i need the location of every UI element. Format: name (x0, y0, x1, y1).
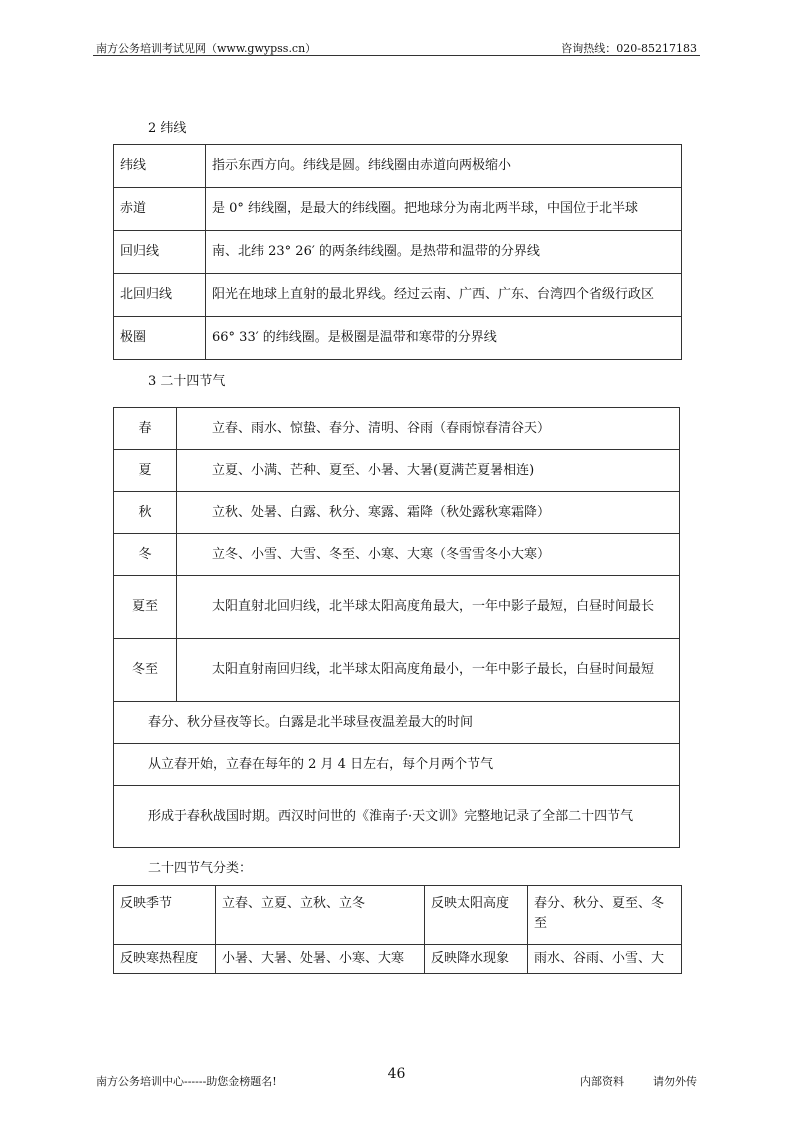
header-divider (93, 55, 700, 56)
terms-cell: 小暑、大暑、处暑、小寒、大寒 (216, 945, 425, 974)
table-row (114, 886, 682, 945)
latitude-table (113, 144, 682, 360)
terms-cell: 春分、秋分、夏至、冬至 (528, 886, 682, 945)
table-row (114, 450, 680, 492)
table-row (114, 408, 680, 450)
section-heading-classification: 二十四节气分类： (148, 861, 253, 876)
table-row (114, 492, 680, 534)
definition-cell: 南、北纬 23° 26′ 的两条纬线圈。是热带和温带的分界线 (206, 231, 682, 274)
table-row (114, 317, 682, 360)
page-footer (96, 1073, 697, 1089)
season-cell: 夏 (114, 450, 177, 492)
footer-notice (580, 1073, 697, 1089)
classification-table (113, 885, 682, 974)
table-row (114, 744, 680, 786)
terms-cell: 立秋、处暑、白露、秋分、寒露、霜降（秋处露秋寒霜降） (177, 492, 680, 534)
definition-cell: 指示东西方向。纬线是圆。纬线圈由赤道向两极缩小 (206, 145, 682, 188)
table-row (114, 274, 682, 317)
note-cell: 从立春开始，立春在每年的 2 月 4 日左右，每个月两个节气 (114, 744, 680, 786)
section-heading-solar-terms: 3 二十四节气 (148, 374, 226, 389)
category-cell: 反映季节 (114, 886, 216, 945)
table-row (114, 231, 682, 274)
header-hotline: 咨询热线：020-85217183 (561, 42, 697, 55)
definition-cell: 阳光在地球上直射的最北界线。经过云南、广西、广东、台湾四个省级行政区 (206, 274, 682, 317)
footer-internal: 内部资料 (580, 1075, 624, 1088)
category-cell: 反映寒热程度 (114, 945, 216, 974)
category-cell: 反映降水现象 (425, 945, 528, 974)
category-cell: 反映太阳高度 (425, 886, 528, 945)
header-site: 南方公务培训考试见网（www.gwypss.cn） (96, 42, 317, 55)
table-row (114, 945, 682, 974)
terms-cell: 立春、雨水、惊蛰、春分、清明、谷雨（春雨惊春清谷天） (177, 408, 680, 450)
page-number: 46 (387, 1066, 406, 1082)
table-row (114, 534, 680, 576)
section-heading-latitude: 2 纬线 (148, 121, 187, 136)
season-cell: 冬至 (114, 639, 177, 702)
season-cell: 冬 (114, 534, 177, 576)
note-cell: 形成于春秋战国时期。西汉时问世的《淮南子·天文训》完整地记录了全部二十四节气 (114, 786, 680, 848)
season-cell: 夏至 (114, 576, 177, 639)
season-cell: 秋 (114, 492, 177, 534)
term-cell: 纬线 (114, 145, 206, 188)
term-cell: 北回归线 (114, 274, 206, 317)
table-row (114, 639, 680, 702)
terms-cell: 雨水、谷雨、小雪、大 (528, 945, 682, 974)
term-cell: 极圈 (114, 317, 206, 360)
terms-cell: 立夏、小满、芒种、夏至、小暑、大暑(夏满芒夏暑相连) (177, 450, 680, 492)
table-row (114, 702, 680, 744)
terms-cell: 太阳直射北回归线，北半球太阳高度角最大，一年中影子最短，白昼时间最长 (177, 576, 680, 639)
table-row (114, 786, 680, 848)
term-cell: 赤道 (114, 188, 206, 231)
definition-cell: 是 0° 纬线圈，是最大的纬线圈。把地球分为南北两半球，中国位于北半球 (206, 188, 682, 231)
note-cell: 春分、秋分昼夜等长。白露是北半球昼夜温差最大的时间 (114, 702, 680, 744)
terms-cell: 太阳直射南回归线，北半球太阳高度角最小，一年中影子最长，白昼时间最短 (177, 639, 680, 702)
table-row (114, 145, 682, 188)
table-row (114, 576, 680, 639)
footer-slogan: 南方公务培训中心------助您金榜题名! (96, 1075, 277, 1088)
season-cell: 春 (114, 408, 177, 450)
definition-cell: 66° 33′ 的纬线圈。是极圈是温带和寒带的分界线 (206, 317, 682, 360)
terms-cell: 立冬、小雪、大雪、冬至、小寒、大寒（冬雪雪冬小大寒） (177, 534, 680, 576)
terms-cell: 立春、立夏、立秋、立冬 (216, 886, 425, 945)
page-header (96, 36, 697, 56)
table-row (114, 188, 682, 231)
term-cell: 回归线 (114, 231, 206, 274)
footer-no-distribute: 请勿外传 (653, 1075, 697, 1088)
solar-terms-table (113, 407, 680, 848)
